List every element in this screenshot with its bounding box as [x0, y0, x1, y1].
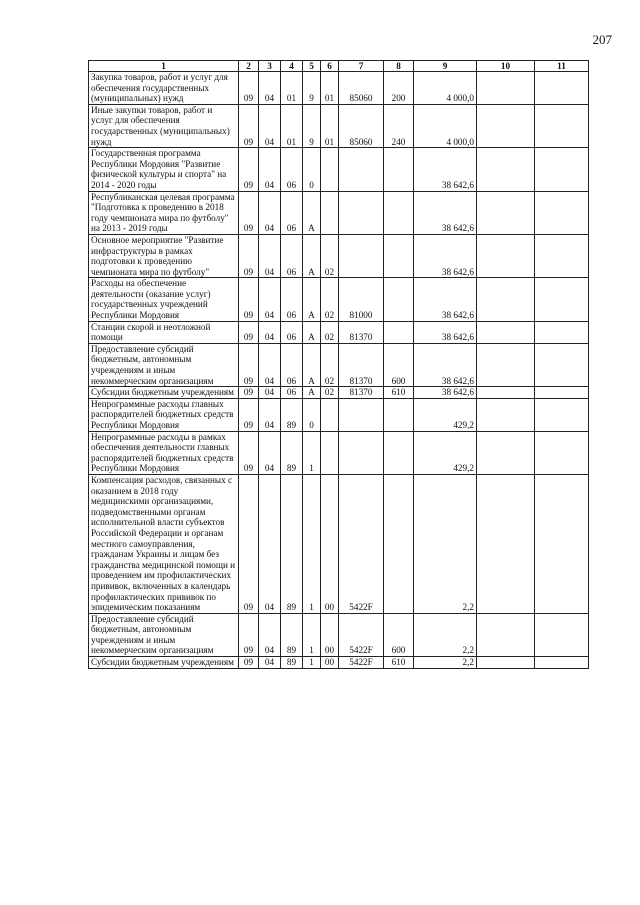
- row-name-cell: Предоставление субсидий бюджетным, автономным учреждениям и иным некоммерческим организациям: [89, 343, 239, 386]
- row-cell-c4: 06: [281, 343, 303, 386]
- table-row: [89, 278, 589, 321]
- row-cell-c6: 02: [321, 387, 339, 399]
- row-cell-c5: 9: [303, 104, 321, 147]
- row-cell-c9: 2,2: [414, 613, 477, 656]
- row-cell-c4: 06: [281, 148, 303, 191]
- row-cell-c8: 610: [384, 387, 414, 399]
- table-row: [89, 387, 589, 399]
- table-row: [89, 343, 589, 386]
- row-cell-c11: [535, 234, 589, 277]
- table-header-row: [89, 61, 589, 72]
- row-cell-c8: 240: [384, 104, 414, 147]
- row-cell-c2: 09: [239, 343, 259, 386]
- row-cell-c8: [384, 398, 414, 431]
- row-cell-c2: 09: [239, 148, 259, 191]
- row-name-cell: Расходы на обеспечение деятельности (оказание услуг) государственных учреждений Республики Мордовия: [89, 278, 239, 321]
- row-cell-c2: 09: [239, 72, 259, 105]
- row-cell-c6: 01: [321, 72, 339, 105]
- row-cell-c2: 09: [239, 431, 259, 474]
- row-cell-c2: 09: [239, 191, 259, 234]
- col-header: 7: [339, 61, 384, 72]
- row-cell-c11: [535, 343, 589, 386]
- table-row: [89, 191, 589, 234]
- row-cell-c5: 0: [303, 398, 321, 431]
- row-cell-c7: 81370: [339, 321, 384, 343]
- row-cell-c10: [477, 657, 535, 669]
- row-cell-c7: 5422F: [339, 474, 384, 613]
- row-cell-c7: [339, 431, 384, 474]
- row-cell-c9: 4 000,0: [414, 104, 477, 147]
- row-cell-c6: [321, 191, 339, 234]
- row-cell-c7: [339, 148, 384, 191]
- row-cell-c3: 04: [259, 613, 281, 656]
- row-cell-c10: [477, 234, 535, 277]
- row-cell-c4: 89: [281, 398, 303, 431]
- row-cell-c9: 38 642,6: [414, 321, 477, 343]
- row-cell-c2: 09: [239, 321, 259, 343]
- col-header: 8: [384, 61, 414, 72]
- row-cell-c10: [477, 72, 535, 105]
- table-row: [89, 613, 589, 656]
- row-cell-c7: 5422F: [339, 613, 384, 656]
- row-cell-c3: 04: [259, 343, 281, 386]
- row-name-cell: Субсидии бюджетным учреждениям: [89, 387, 239, 399]
- row-name-cell: Республиканская целевая программа "Подготовка к проведению в 2018 году чемпионата мира по футболу" на 2013 - 2019 годы: [89, 191, 239, 234]
- row-cell-c2: 09: [239, 398, 259, 431]
- row-cell-c10: [477, 398, 535, 431]
- row-cell-c9: 2,2: [414, 657, 477, 669]
- table-row: [89, 657, 589, 669]
- row-cell-c7: [339, 398, 384, 431]
- row-cell-c11: [535, 474, 589, 613]
- row-cell-c6: 00: [321, 657, 339, 669]
- row-cell-c11: [535, 657, 589, 669]
- row-cell-c7: [339, 191, 384, 234]
- row-cell-c5: 0: [303, 148, 321, 191]
- row-cell-c3: 04: [259, 72, 281, 105]
- col-header: 3: [259, 61, 281, 72]
- row-cell-c7: 81370: [339, 343, 384, 386]
- row-cell-c3: 04: [259, 431, 281, 474]
- row-cell-c8: [384, 148, 414, 191]
- row-cell-c3: 04: [259, 657, 281, 669]
- row-cell-c10: [477, 474, 535, 613]
- table-row: [89, 431, 589, 474]
- row-cell-c10: [477, 104, 535, 147]
- row-cell-c4: 01: [281, 72, 303, 105]
- row-cell-c6: 00: [321, 474, 339, 613]
- row-name-cell: Субсидии бюджетным учреждениям: [89, 657, 239, 669]
- row-cell-c10: [477, 278, 535, 321]
- row-cell-c4: 89: [281, 431, 303, 474]
- row-cell-c6: 00: [321, 613, 339, 656]
- row-cell-c2: 09: [239, 104, 259, 147]
- row-cell-c9: 38 642,6: [414, 148, 477, 191]
- row-cell-c10: [477, 431, 535, 474]
- row-name-cell: Основное мероприятие "Развитие инфраструктуры в рамках подготовки к проведению чемпионата мира по футболу": [89, 234, 239, 277]
- row-cell-c8: [384, 191, 414, 234]
- row-cell-c11: [535, 72, 589, 105]
- row-cell-c7: 81000: [339, 278, 384, 321]
- table-row: [89, 72, 589, 105]
- row-name-cell: Непрограммные расходы в рамках обеспечения деятельности главных распорядителей бюджетных средств Республики Мордовия: [89, 431, 239, 474]
- row-name-cell: Компенсация расходов, связанных с оказанием в 2018 году медицинскими организациями, подведомственными органам исполнительной власти субъектов Российской Федерации и органам местного самоуправления, гражданам Украины и лицам без гражданства медицинской помощи и проведением им профилактических прививок, включенных в календарь профилактических прививок по эпидемическим показаниям: [89, 474, 239, 613]
- row-cell-c7: 5422F: [339, 657, 384, 669]
- row-cell-c10: [477, 613, 535, 656]
- row-cell-c6: 02: [321, 234, 339, 277]
- row-cell-c3: 04: [259, 191, 281, 234]
- row-cell-c5: 1: [303, 613, 321, 656]
- row-cell-c8: 610: [384, 657, 414, 669]
- row-cell-c3: 04: [259, 234, 281, 277]
- row-name-cell: Закупка товаров, работ и услуг для обеспечения государственных (муниципальных) нужд: [89, 72, 239, 105]
- row-cell-c3: 04: [259, 104, 281, 147]
- col-header: 6: [321, 61, 339, 72]
- row-cell-c9: 4 000,0: [414, 72, 477, 105]
- row-cell-c2: 09: [239, 613, 259, 656]
- row-cell-c11: [535, 191, 589, 234]
- col-header: 11: [535, 61, 589, 72]
- row-cell-c8: 200: [384, 72, 414, 105]
- row-cell-c9: 429,2: [414, 431, 477, 474]
- row-cell-c11: [535, 321, 589, 343]
- row-cell-c11: [535, 398, 589, 431]
- row-cell-c6: [321, 398, 339, 431]
- row-cell-c6: [321, 148, 339, 191]
- row-cell-c4: 89: [281, 657, 303, 669]
- row-cell-c10: [477, 191, 535, 234]
- row-cell-c11: [535, 431, 589, 474]
- row-cell-c3: 04: [259, 148, 281, 191]
- row-cell-c7: 85060: [339, 104, 384, 147]
- row-cell-c4: 06: [281, 321, 303, 343]
- table-row: [89, 104, 589, 147]
- row-cell-c7: [339, 234, 384, 277]
- row-cell-c7: 85060: [339, 72, 384, 105]
- row-cell-c9: 429,2: [414, 398, 477, 431]
- row-cell-c3: 04: [259, 278, 281, 321]
- row-cell-c2: 09: [239, 474, 259, 613]
- row-name-cell: Иные закупки товаров, работ и услуг для обеспечения государственных (муниципальных) нужд: [89, 104, 239, 147]
- row-cell-c9: 38 642,6: [414, 343, 477, 386]
- row-cell-c5: А: [303, 321, 321, 343]
- row-name-cell: Предоставление субсидий бюджетным, автономным учреждениям и иным некоммерческим организациям: [89, 613, 239, 656]
- table-row: [89, 398, 589, 431]
- row-cell-c5: 1: [303, 431, 321, 474]
- row-cell-c8: [384, 474, 414, 613]
- row-cell-c11: [535, 104, 589, 147]
- row-name-cell: Непрограммные расходы главных распорядителей бюджетных средств Республики Мордовия: [89, 398, 239, 431]
- page-number: 207: [592, 32, 612, 47]
- row-cell-c11: [535, 148, 589, 191]
- row-cell-c4: 89: [281, 613, 303, 656]
- col-header: 1: [89, 61, 239, 72]
- table-row: [89, 234, 589, 277]
- row-cell-c6: [321, 431, 339, 474]
- row-name-cell: Государственная программа Республики Мордовия "Развитие физической культуры и спорта" на 2014 - 2020 годы: [89, 148, 239, 191]
- row-cell-c8: [384, 234, 414, 277]
- row-cell-c11: [535, 387, 589, 399]
- row-cell-c10: [477, 321, 535, 343]
- row-name-cell: Станции скорой и неотложной помощи: [89, 321, 239, 343]
- row-cell-c8: 600: [384, 613, 414, 656]
- row-cell-c11: [535, 278, 589, 321]
- row-cell-c9: 38 642,6: [414, 278, 477, 321]
- col-header: 9: [414, 61, 477, 72]
- row-cell-c5: А: [303, 387, 321, 399]
- row-cell-c5: А: [303, 191, 321, 234]
- row-cell-c5: А: [303, 278, 321, 321]
- row-cell-c8: [384, 321, 414, 343]
- row-cell-c8: [384, 431, 414, 474]
- row-cell-c3: 04: [259, 398, 281, 431]
- row-cell-c4: 06: [281, 387, 303, 399]
- row-cell-c5: 1: [303, 657, 321, 669]
- row-cell-c10: [477, 148, 535, 191]
- row-cell-c2: 09: [239, 278, 259, 321]
- row-cell-c9: 2,2: [414, 474, 477, 613]
- row-cell-c5: А: [303, 234, 321, 277]
- col-header: 10: [477, 61, 535, 72]
- col-header: 5: [303, 61, 321, 72]
- row-cell-c10: [477, 343, 535, 386]
- row-cell-c8: [384, 278, 414, 321]
- row-cell-c3: 04: [259, 474, 281, 613]
- row-cell-c11: [535, 613, 589, 656]
- table-row: [89, 148, 589, 191]
- row-cell-c2: 09: [239, 234, 259, 277]
- row-cell-c6: 02: [321, 343, 339, 386]
- row-cell-c4: 06: [281, 191, 303, 234]
- row-cell-c4: 01: [281, 104, 303, 147]
- row-cell-c6: 02: [321, 278, 339, 321]
- row-cell-c6: 01: [321, 104, 339, 147]
- table-body: [89, 72, 589, 669]
- row-cell-c9: 38 642,6: [414, 191, 477, 234]
- table-row: [89, 321, 589, 343]
- col-header: 2: [239, 61, 259, 72]
- row-cell-c7: 81370: [339, 387, 384, 399]
- row-cell-c6: 02: [321, 321, 339, 343]
- row-cell-c4: 89: [281, 474, 303, 613]
- row-cell-c3: 04: [259, 321, 281, 343]
- budget-table: [88, 60, 589, 669]
- row-cell-c5: А: [303, 343, 321, 386]
- table-row: [89, 474, 589, 613]
- row-cell-c4: 06: [281, 234, 303, 277]
- row-cell-c3: 04: [259, 387, 281, 399]
- row-cell-c2: 09: [239, 657, 259, 669]
- row-cell-c9: 38 642,6: [414, 234, 477, 277]
- row-cell-c2: 09: [239, 387, 259, 399]
- row-cell-c5: 9: [303, 72, 321, 105]
- row-cell-c4: 06: [281, 278, 303, 321]
- row-cell-c8: 600: [384, 343, 414, 386]
- row-cell-c5: 1: [303, 474, 321, 613]
- col-header: 4: [281, 61, 303, 72]
- row-cell-c10: [477, 387, 535, 399]
- row-cell-c9: 38 642,6: [414, 387, 477, 399]
